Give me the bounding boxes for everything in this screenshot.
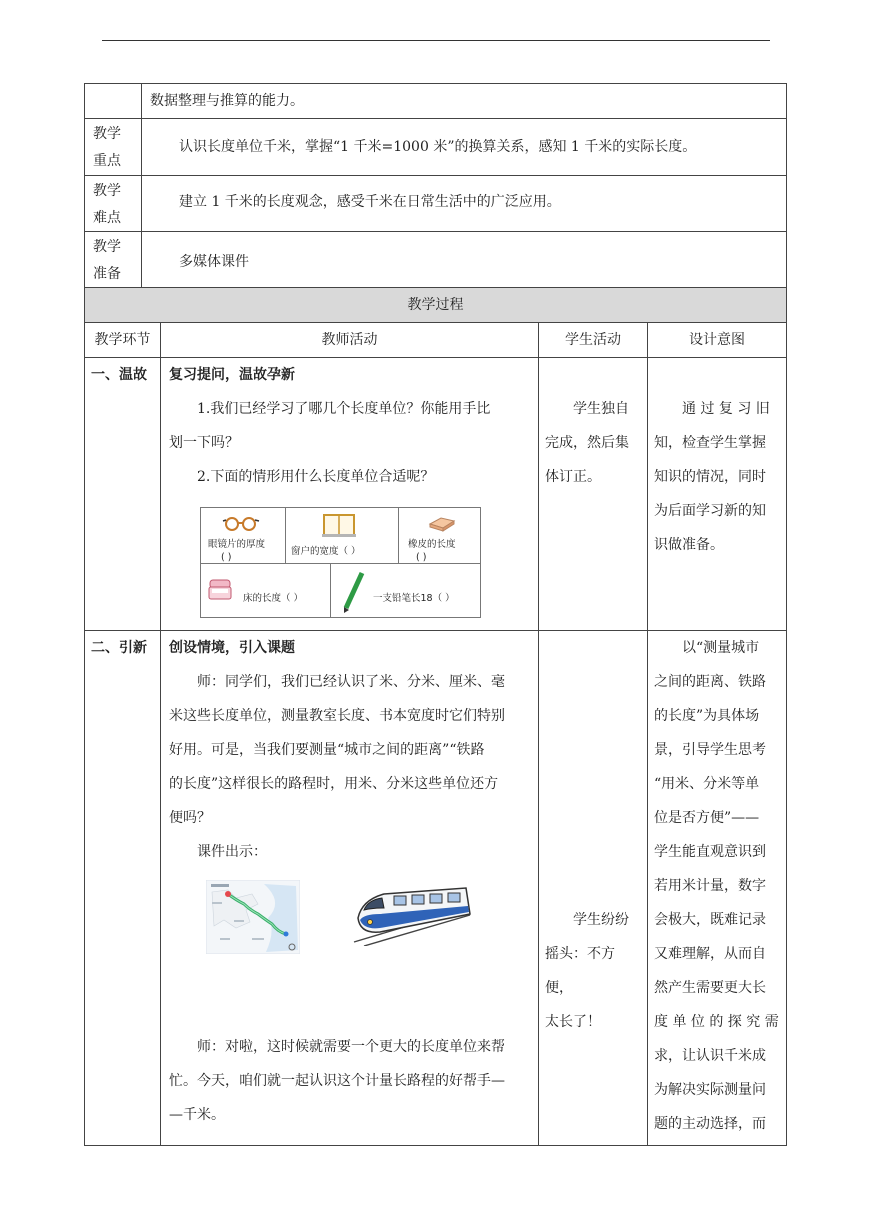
intent-line: 以“测量城市 (682, 640, 760, 656)
row-difficulty-content (141, 175, 787, 232)
student-line: 体订正。 (545, 469, 601, 485)
eraser-label: 橡皮的长度 (408, 539, 456, 550)
intent-line: 识做准备。 (654, 537, 724, 553)
intent-line: 知，检查学生掌握 (654, 435, 766, 451)
intent-line: 求，让认识千米成 (654, 1048, 766, 1064)
intent-line: “用米、分米等单 (654, 776, 760, 792)
section2-heading: 创设情境，引入课题 (169, 640, 295, 656)
section2-stage (84, 630, 161, 1146)
row-difficulty-label (84, 175, 142, 232)
section1-heading: 复习提问，温故孕新 (169, 367, 295, 383)
paragraph-line: 米这些长度单位，测量教室长度、书本宽度时它们特别 (169, 708, 505, 724)
high-speed-train-image (350, 884, 474, 946)
question-2: 2.下面的情形用什么长度单位合适呢？ (197, 469, 435, 485)
picture-eraser-cell (398, 507, 481, 564)
process-title-text: 教学过程 (407, 297, 464, 313)
preparation-text: 多媒体课件 (179, 254, 249, 270)
section2-student (538, 630, 648, 1146)
paragraph-line: 好用。可是，当我们要测量“城市之间的距离”“铁路 (169, 742, 485, 758)
intent-line: 之间的距离、铁路 (654, 674, 766, 690)
header-rule (102, 40, 770, 41)
eraser-icon (427, 514, 457, 534)
label-line: 准备 (93, 266, 121, 282)
intent-line: 知识的情况，同时 (654, 469, 766, 485)
question-1-line: 1.我们已经学习了哪几个长度单位？你能用手比 (197, 401, 491, 417)
stage-label: 二、引新 (91, 640, 147, 656)
student-line: 完成，然后集 (545, 435, 629, 451)
glasses-blank: ( ) (221, 552, 232, 563)
pencil-label: 一支铅笔长18（ ） (373, 593, 455, 604)
intent-line: 会极大，既难记录 (654, 912, 766, 928)
section2-teacher-closing (169, 1030, 531, 1140)
paragraph-line: 的长度”这样很长的路程时，用米、分米这些单位还方 (169, 776, 499, 792)
picture-bed-cell (200, 563, 331, 618)
bed-icon (207, 577, 233, 603)
window-icon (320, 513, 360, 539)
picture-glasses-cell (200, 507, 286, 564)
column-header-text: 教学环节 (94, 332, 151, 348)
row-ability-content (141, 83, 787, 119)
paragraph-line: 师：对啦，这时候就需要一个更大的长度单位来帮 (197, 1039, 505, 1055)
label-line: 教学 (93, 239, 121, 255)
intent-line: 为后面学习新的知 (654, 503, 766, 519)
intent-line: 若用米计量，数字 (654, 878, 766, 894)
column-header-teacher (160, 322, 539, 358)
ability-text: 数据整理与推算的能力。 (150, 93, 304, 109)
column-header-text: 学生活动 (565, 332, 621, 348)
paragraph-line: 师：同学们，我们已经认识了米、分米、厘米、毫 (197, 674, 505, 690)
intent-line: 题的主动选择，而 (654, 1116, 766, 1132)
difficulty-text: 建立 1 千米的长度观念，感受千米在日常生活中的广泛应用。 (179, 194, 561, 210)
column-header-text: 教师活动 (321, 332, 378, 348)
picture-window-cell (285, 507, 399, 564)
bed-label: 床的长度（ ） (243, 593, 304, 604)
process-title (84, 287, 787, 323)
pencil-icon (340, 570, 368, 614)
section1-stage (84, 357, 161, 631)
courseware-label: 课件出示： (197, 844, 267, 860)
section1-student (538, 357, 648, 631)
row-key-points-content (141, 118, 787, 176)
column-header-text: 设计意图 (689, 332, 745, 348)
student-line: 学生独自 (573, 401, 629, 417)
glasses-label: 眼镜片的厚度 (208, 539, 266, 550)
student-line: 摇头：不方便， (545, 946, 615, 996)
paragraph-line: —千米。 (169, 1107, 225, 1123)
student-line: 太长了！ (545, 1014, 601, 1030)
intent-line: 度 单 位 的 探 究 需 (654, 1014, 779, 1030)
row-preparation-label (84, 231, 142, 288)
window-label: 窗户的宽度（ ） (291, 546, 361, 557)
glasses-icon (221, 515, 261, 531)
intent-line: 位是否方便”—— (654, 810, 760, 826)
intent-line: 的长度”为具体场 (654, 708, 760, 724)
column-header-intent (647, 322, 787, 358)
section2-intent (647, 630, 787, 1146)
label-line: 教学 (93, 183, 121, 199)
student-line: 学生纷纷 (573, 912, 629, 928)
column-header-student (538, 322, 648, 358)
intent-line: 又难理解，从而自 (654, 946, 766, 962)
paragraph-line: 忙。今天，咱们就一起认识这个计量长路程的好帮手— (169, 1073, 505, 1089)
row-ability-label (84, 83, 142, 119)
length-exercise-pictures (200, 507, 481, 618)
label-line: 教学 (93, 126, 121, 142)
row-preparation-content (141, 231, 787, 288)
eraser-blank: ( ) (416, 552, 427, 563)
intent-line: 为解决实际测量问 (654, 1082, 766, 1098)
intent-line: 学生能直观意识到 (654, 844, 766, 860)
key-points-text: 认识长度单位千米，掌握“1 千米=1000 米”的换算关系，感知 1 千米的实际长度。 (179, 139, 697, 155)
intent-line: 然产生需要更大长 (654, 980, 766, 996)
label-line: 难点 (93, 210, 121, 226)
picture-pencil-cell (330, 563, 481, 618)
paragraph-line: 便吗？ (169, 810, 211, 826)
row-key-points-label (84, 118, 142, 176)
stage-label: 一、温故 (91, 367, 147, 383)
label-line: 重点 (93, 153, 121, 169)
section1-intent (647, 357, 787, 631)
column-header-stage (84, 322, 161, 358)
intent-line: 景，引导学生思考 (654, 742, 766, 758)
city-route-map-image (206, 880, 300, 954)
intent-line: 通 过 复 习 旧 (682, 401, 770, 417)
question-1-line: 划一下吗？ (169, 435, 239, 451)
